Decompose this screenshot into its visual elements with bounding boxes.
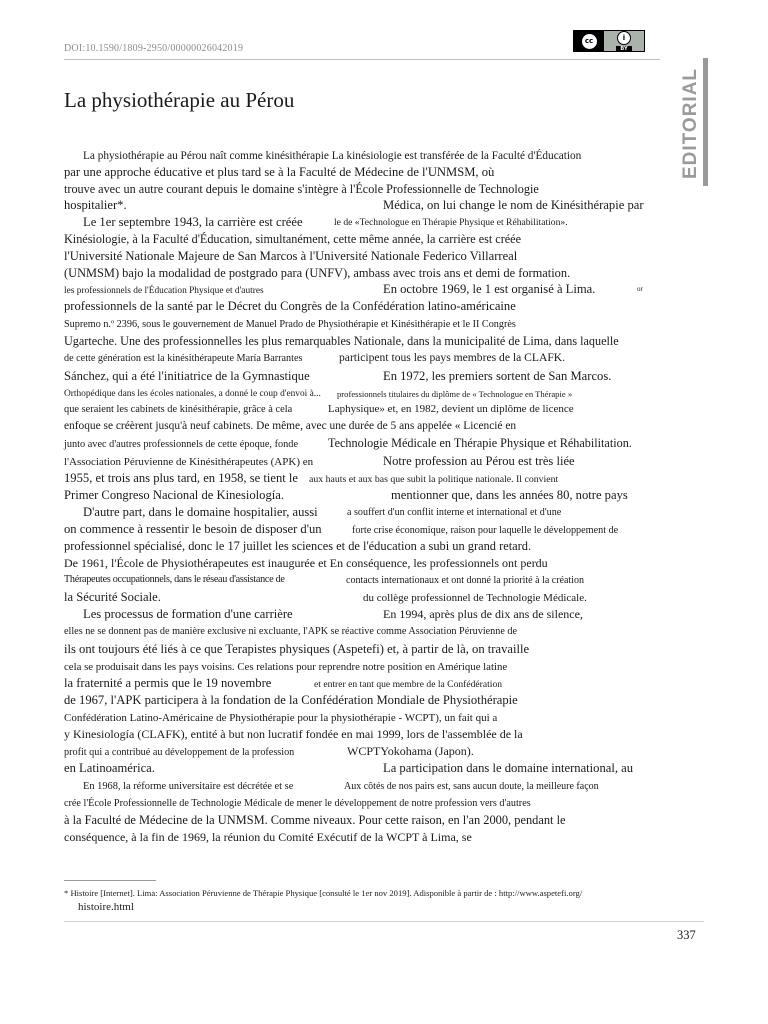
- text-line: or: [637, 285, 643, 293]
- text-line: Notre profession au Pérou est très liée: [383, 454, 575, 468]
- text-line: les professionnels de l'Éducation Physique et d'autres: [64, 286, 264, 296]
- text-line: Le 1er septembre 1943, la carrière est créée: [83, 215, 303, 229]
- text-line: Aux côtés de nos pairs est, sans aucun doute, la meilleure façon: [344, 781, 599, 792]
- text-line: la fraternité a permis que le 19 novembre: [64, 676, 272, 690]
- text-line: trouve avec un autre courant depuis le domaine s'intègre à l'École Professionnelle de Technologie: [64, 182, 539, 196]
- footnote: [64, 886, 724, 914]
- text-line: profit qui a contribué au développement de la profession: [64, 747, 295, 758]
- text-line: Technologie Médicale en Thérapie Physique et Réhabilitation.: [328, 436, 632, 450]
- text-line: D'autre part, dans le domaine hospitalier, aussi: [83, 505, 318, 519]
- text-line: Ugarteche. Une des professionnelles les plus remarquables Nationale, dans la municipalité de Lima, dans laquelle: [64, 334, 619, 348]
- text-line: junto avec d'autres professionnels de cette époque, fonde: [64, 439, 299, 450]
- text-line: à la Faculté de Médecine de la UNMSM. Comme niveaux. Pour cette raison, en l'an 2000, pendant le: [64, 813, 566, 827]
- text-line: (UNMSM) bajo la modalidad de postgrado para (UNFV), ambass avec trois ans et demi de formation.: [64, 266, 571, 280]
- text-line: par une approche éducative et plus tard se à la Faculté de Médecine de l'UNMSM, où: [64, 165, 495, 179]
- text-line: professionnels titulaires du diplôme de « Technologue en Thérapie »: [337, 389, 573, 399]
- text-line: Thérapeutes occupationnels, dans le réseau d'assistance de: [64, 574, 285, 585]
- text-line: WCPTYokohama (Japon).: [347, 744, 474, 758]
- text-line: la Sécurité Sociale.: [64, 590, 161, 604]
- text-line: contacts internationaux et ont donné la priorité à la création: [346, 575, 584, 586]
- text-line: en Latinoamérica.: [64, 761, 155, 775]
- text-line: En octobre 1969, le 1 est organisé à Lima.: [383, 282, 596, 296]
- text-line: de 1967, l'APK participera à la fondation de la Confédération Mondiale de Physiothérapie: [64, 693, 518, 707]
- text-line: le de «Technologue en Thérapie Physique et Réhabilitation».: [334, 217, 568, 228]
- text-line: Kinésiologie, à la Faculté d'Éducation, simultanément, cette même année, la carrière est créée: [64, 232, 521, 246]
- text-line: que seraient les cabinets de kinésithérapie, grâce à cela: [64, 404, 293, 415]
- text-line: de cette génération est la kinésithérapeute María Barrantes: [64, 353, 303, 364]
- attribution-person-icon: i: [617, 31, 631, 45]
- header-rule: [64, 59, 660, 60]
- text-line: cela se produisait dans les pays voisins. Ces relations pour reprendre notre position en Amérique latine: [64, 661, 508, 673]
- creative-commons-by-icon: [573, 30, 645, 52]
- text-line: l'Université Nationale Majeure de San Marcos à l'Université Nationale Federico Villarreal: [64, 249, 518, 263]
- text-line: enfoque se créèrent jusqu'à neuf cabinets. De même, avec une durée de 5 ans appelée « Licencié en: [64, 420, 517, 432]
- text-line: 1955, et trois ans plus tard, en 1958, se tient le: [64, 471, 298, 485]
- text-line: Les processus de formation d'une carrière: [83, 607, 293, 621]
- cc-icon: [574, 31, 604, 51]
- text-line: Médica, on lui change le nom de Kinésithérapie par: [383, 198, 644, 212]
- text-line: En 1994, après plus de dix ans de silence,: [383, 607, 583, 621]
- text-line: conséquence, à la fin de 1969, la réunion du Comité Exécutif de la WCPT à Lima, se: [64, 830, 472, 844]
- text-line: a souffert d'un conflit interne et international et d'une: [347, 507, 562, 518]
- text-line: La participation dans le domaine international, au: [383, 761, 634, 775]
- section-label: EDITORIAL: [680, 67, 701, 179]
- text-line: hospitalier*.: [64, 198, 127, 212]
- footnote-url-continuation: histoire.html: [78, 901, 134, 913]
- footnote-text: * Histoire [Internet]. Lima: Association Péruvienne de Thérapie Physique [consulté le 1er nov 2019]. Adisponible à partir de : http://www.aspetefi.org/: [64, 888, 583, 898]
- text-line: mentionner que, dans les années 80, notre pays: [391, 488, 628, 502]
- cc-circle: cc: [582, 34, 597, 49]
- text-line: Primer Congreso Nacional de Kinesiología.: [64, 488, 284, 502]
- text-line: Confédération Latino-Américaine de Physiothérapie pour la physiothérapie - WCPT), un fait qui a: [64, 712, 498, 724]
- by-label: BY: [616, 46, 631, 52]
- page-number: 337: [677, 928, 696, 942]
- text-line: aux hauts et aux bas que subit la politique nationale. Il convient: [309, 474, 559, 485]
- text-line: on commence à ressentir le besoin de disposer d'un: [64, 522, 322, 536]
- section-bar: [703, 58, 708, 186]
- text-line: Orthopédique dans les écoles nationales, a donné le coup d'envoi à...: [64, 389, 321, 399]
- text-line: ils ont toujours été liés à ce que Terapistes physiques (Aspetefi) et, à partir de là, on travaille: [64, 642, 530, 656]
- doi: DOI:10.1590/1809-2950/00000026042019: [64, 43, 244, 54]
- footer-rule: [64, 921, 704, 922]
- text-line: Laphysique» et, en 1982, devient un diplôme de licence: [328, 403, 574, 415]
- text-line: En 1968, la réforme universitaire est décrétée et se: [83, 781, 294, 792]
- by-icon: [604, 31, 644, 52]
- text-line: En 1972, les premiers sortent de San Marcos.: [383, 369, 612, 383]
- footnote-rule: [64, 880, 156, 881]
- text-line: participent tous les pays membres de la CLAFK.: [339, 351, 566, 364]
- text-line: La physiothérapie au Pérou naît comme kinésithérapie La kinésiologie est transférée de la Faculté d'Éducation: [83, 150, 582, 162]
- text-line: De 1961, l'École de Physiothérapeutes est inaugurée et En conséquence, les professionnels ont perdu: [64, 556, 548, 570]
- text-line: Supremo n.º 2396, sous le gouvernement de Manuel Prado de Physiothérapie et Kinésithérapie et le II Congrès: [64, 319, 516, 330]
- text-line: Sánchez, qui a été l'initiatrice de la Gymnastique: [64, 369, 310, 383]
- article-title: La physiothérapie au Pérou: [64, 88, 295, 112]
- text-line: l'Association Péruvienne de Kinésithérapeutes (APK) en: [64, 456, 314, 468]
- text-line: professionnels de la santé par le Décret du Congrès de la Confédération latino-américaine: [64, 299, 516, 313]
- text-line: et entrer en tant que membre de la Confédération: [314, 679, 503, 690]
- text-line: forte crise économique, raison pour laquelle le développement de: [352, 525, 619, 536]
- text-line: crée l'École Professionnelle de Technologie Médicale de mener le développement de notre profession vers d'autres: [64, 798, 531, 809]
- text-line: professionnel spécialisé, donc le 17 juillet les sciences et de l'éducation a subi un grand retard.: [64, 539, 532, 553]
- text-line: elles ne se donnent pas de manière exclusive ni excluante, l'APK se réactive comme Association Péruvienne de: [64, 626, 518, 637]
- text-line: y Kinesiología (CLAFK), entité à but non lucratif fondée en mai 1999, lors de l'assemblée de la: [64, 727, 523, 741]
- text-line: du collège professionnel de Technologie Médicale.: [363, 592, 587, 604]
